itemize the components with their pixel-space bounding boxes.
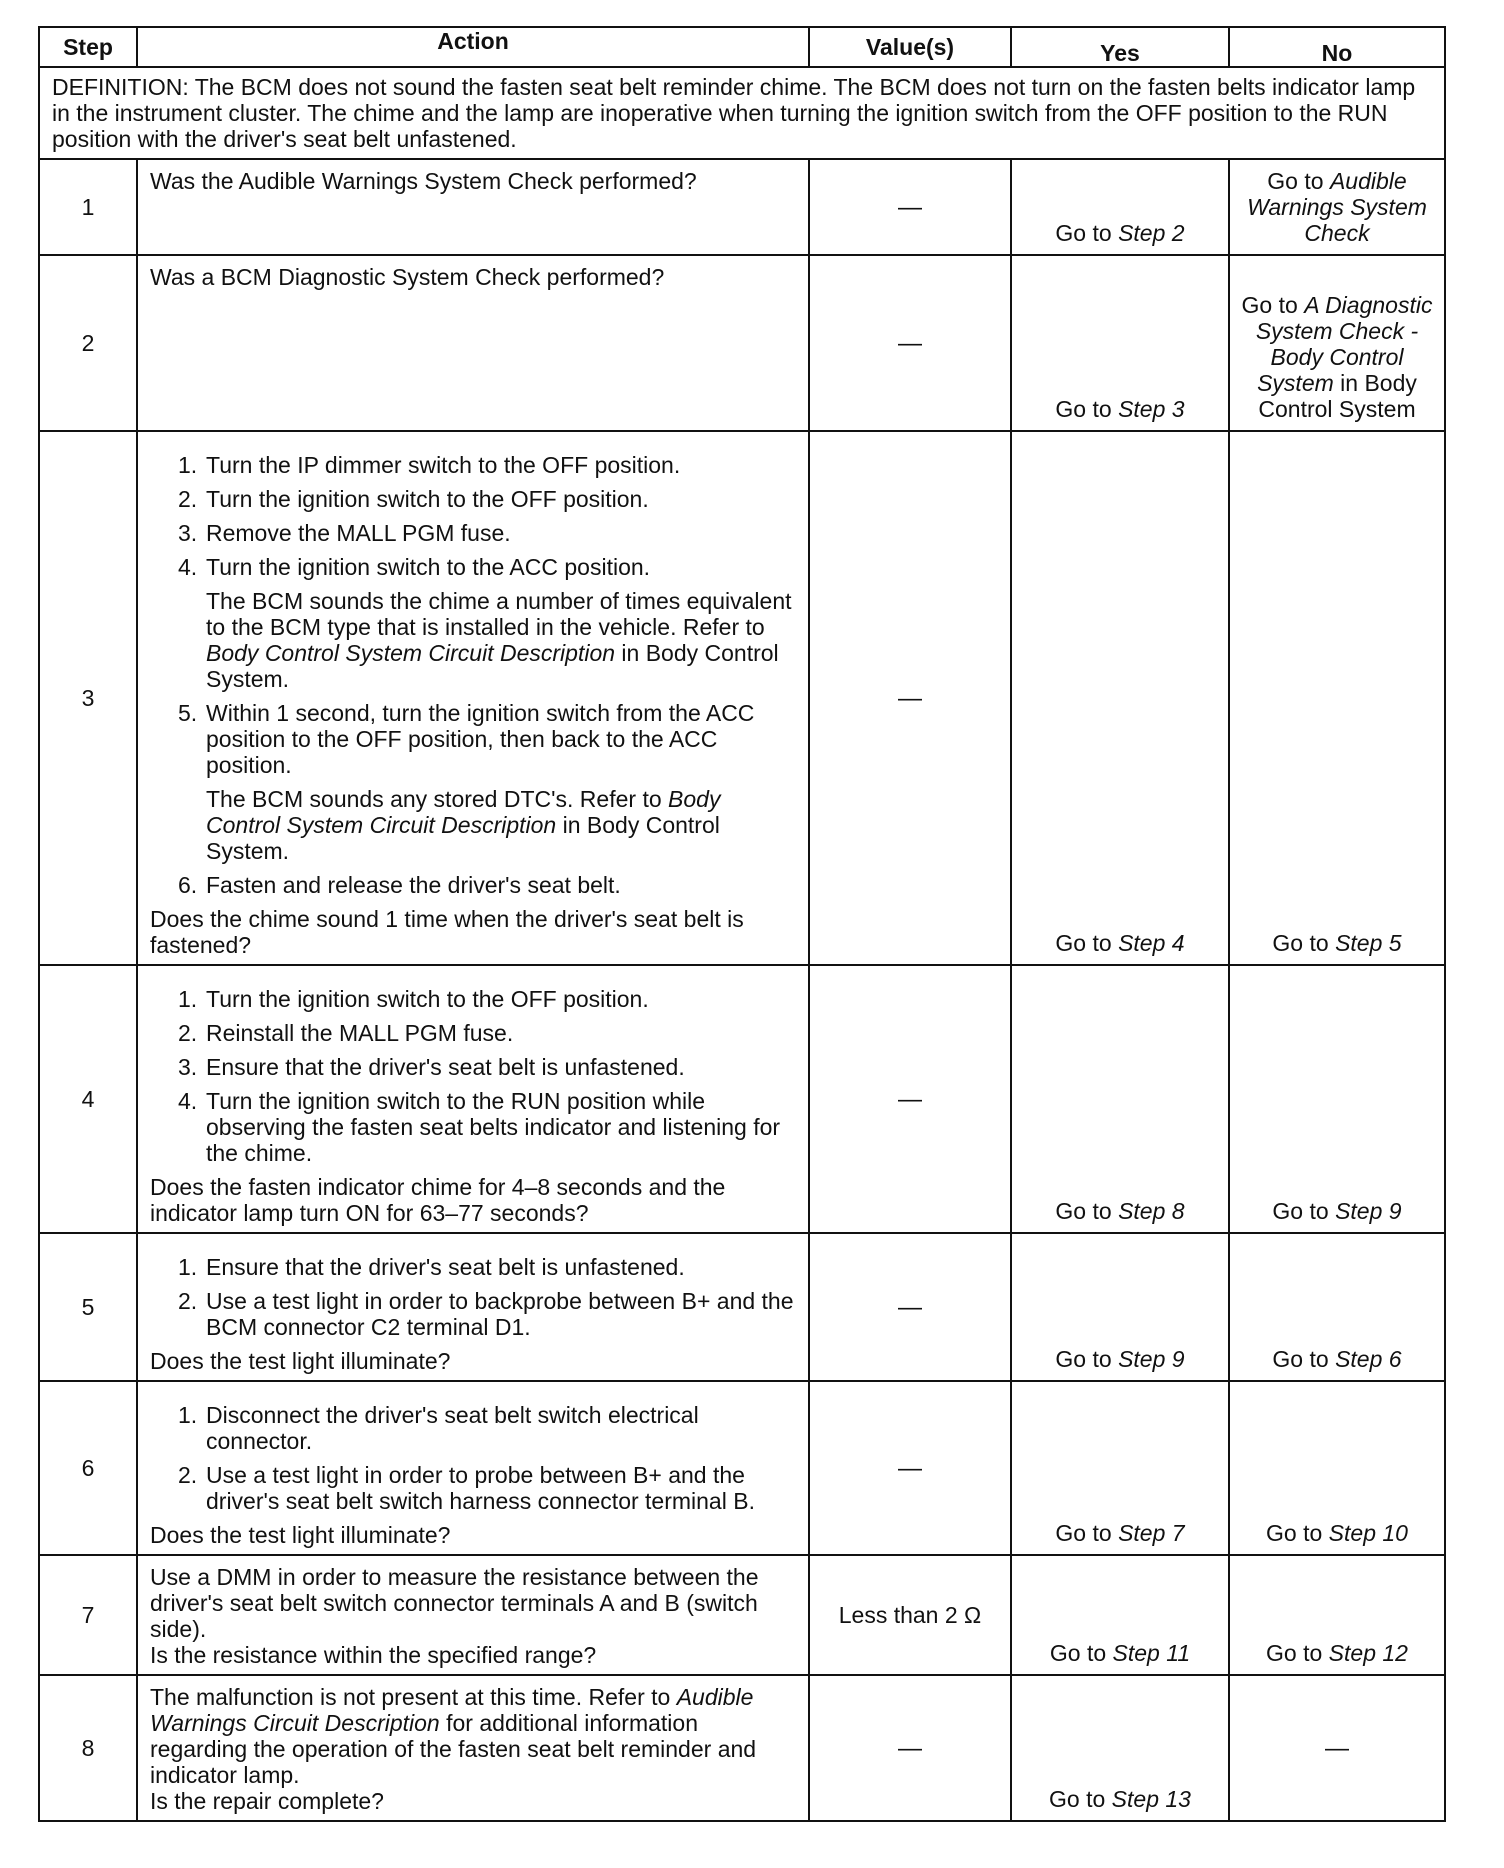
list-item: 5. Within 1 second, turn the ignition switch from the ACC position to the OFF position, then back to the ACC position. [178, 700, 755, 778]
value-dash: — [898, 193, 922, 221]
step-row-7 [39, 1555, 1445, 1675]
goto-label: Go to [1055, 1198, 1112, 1224]
goto-target: Step 3 [1118, 396, 1185, 422]
goto-target: Step 6 [1335, 1346, 1402, 1372]
step-no [1229, 965, 1445, 1233]
step-yes [1011, 1233, 1229, 1381]
goto-target: Step 9 [1118, 1346, 1185, 1372]
header-action: Action [137, 27, 809, 67]
header-values: Value(s) [809, 27, 1011, 67]
step-row-4 [39, 965, 1445, 1233]
goto-label: Go to [1055, 1520, 1112, 1546]
list-item: 2. Use a test light in order to probe between B+ and the driver's seat belt switch harness connector terminal B. [178, 1462, 755, 1514]
header-step: Step [39, 27, 137, 67]
step-yes [1011, 1381, 1229, 1555]
goto-target: Step 13 [1111, 1786, 1191, 1812]
step-row-2 [39, 255, 1445, 431]
goto-label: Go to [1055, 1346, 1112, 1372]
step-value [809, 431, 1011, 965]
step-value [809, 159, 1011, 255]
step-yes [1011, 1555, 1229, 1675]
step-action [137, 159, 809, 255]
step-row-8 [39, 1675, 1445, 1821]
goto-label: Go to [1267, 168, 1324, 194]
step-action [137, 1381, 809, 1555]
list-item: 3. Ensure that the driver's seat belt is unfastened. [178, 1054, 685, 1080]
step-question: Was the Audible Warnings System Check performed? [150, 168, 697, 194]
step-value [809, 255, 1011, 431]
step-number: 4 [39, 965, 137, 1233]
step-question: Was a BCM Diagnostic System Check performed? [150, 264, 665, 290]
value-dash: — [898, 684, 922, 712]
step-action [137, 1675, 809, 1821]
list-item: 2. Turn the ignition switch to the OFF position. [178, 486, 649, 512]
goto-label: Go to [1055, 930, 1112, 956]
header-row [39, 27, 1445, 67]
no-dash: — [1325, 1734, 1349, 1762]
list-item: 2. Use a test light in order to backprobe between B+ and the BCM connector C2 terminal D1. [178, 1288, 794, 1340]
step-no [1229, 1381, 1445, 1555]
step-no [1229, 255, 1445, 431]
step-action [137, 965, 809, 1233]
step-no [1229, 1233, 1445, 1381]
definition-text: DEFINITION: The BCM does not sound the fasten seat belt reminder chime. The BCM does not turn on the fasten belts indicator lamp in the instrument cluster. The chime and the lamp are inoperative when turning the ignition switch from the OFF position to the RUN position with the driver's seat belt unfastened. [39, 67, 1445, 159]
procedure-list [150, 1254, 798, 1340]
step-number: 3 [39, 431, 137, 965]
value-dash: — [898, 329, 922, 357]
list-item: 1. Turn the IP dimmer switch to the OFF position. [178, 452, 681, 478]
step-question: Is the repair complete? [150, 1788, 384, 1814]
step-number: 7 [39, 1555, 137, 1675]
step-action [137, 1555, 809, 1675]
step-action [137, 431, 809, 965]
step-no [1229, 1555, 1445, 1675]
goto-target: Step 4 [1118, 930, 1185, 956]
diagnostic-table [38, 26, 1446, 1822]
goto-label: Go to [1055, 220, 1112, 246]
goto-label: Go to [1266, 1640, 1323, 1666]
goto-target: Step 5 [1335, 930, 1402, 956]
step-question: Does the test light illuminate? [150, 1522, 451, 1548]
step-question: Does the fasten indicator chime for 4–8 seconds and the indicator lamp turn ON for 63–77 seconds? [150, 1174, 726, 1226]
step-question: Does the test light illuminate? [150, 1348, 451, 1374]
step-question: Does the chime sound 1 time when the driver's seat belt is fastened? [150, 906, 744, 958]
list-item: 6. Fasten and release the driver's seat belt. [178, 872, 621, 898]
procedure-list [150, 452, 798, 898]
value-dash: — [898, 1293, 922, 1321]
goto-label: Go to [1049, 1786, 1106, 1812]
step-number: 2 [39, 255, 137, 431]
step-number: 5 [39, 1233, 137, 1381]
step-yes [1011, 965, 1229, 1233]
list-note: The BCM sounds the chime a number of times equivalent to the BCM type that is installed in the vehicle. Refer to Body Control System Circuit Description in Body Control System. [206, 588, 792, 692]
step-action [137, 255, 809, 431]
step-question: Is the resistance within the specified range? [150, 1642, 597, 1668]
value-dash: — [898, 1734, 922, 1762]
goto-label: Go to [1272, 930, 1329, 956]
list-item: 2. Reinstall the MALL PGM fuse. [178, 1020, 514, 1046]
goto-label: Go to [1241, 292, 1298, 318]
step-number: 1 [39, 159, 137, 255]
procedure-list [150, 986, 798, 1166]
list-item: 3. Remove the MALL PGM fuse. [178, 520, 511, 546]
list-item: 4. Turn the ignition switch to the ACC position. [178, 554, 651, 580]
step-number: 8 [39, 1675, 137, 1821]
goto-target: Step 8 [1118, 1198, 1185, 1224]
step-paragraph: Use a DMM in order to measure the resistance between the driver's seat belt switch connector terminals A and B (switch side). [150, 1564, 759, 1642]
list-item: 1. Turn the ignition switch to the OFF position. [178, 986, 649, 1012]
goto-target: Step 2 [1118, 220, 1185, 246]
goto-label: Go to [1266, 1520, 1323, 1546]
list-item: 1. Disconnect the driver's seat belt switch electrical connector. [178, 1402, 699, 1454]
step-yes [1011, 159, 1229, 255]
step-row-1 [39, 159, 1445, 255]
goto-target: Step 7 [1118, 1520, 1185, 1546]
goto-target: Step 9 [1335, 1198, 1402, 1224]
goto-label: Go to [1272, 1346, 1329, 1372]
list-item: 4. Turn the ignition switch to the RUN position while observing the fasten seat belts indicator and listening for the chime. [178, 1088, 781, 1166]
goto-target: Audible Warnings System Check [1247, 168, 1427, 246]
step-paragraph: The malfunction is not present at this time. Refer to Audible Warnings Circuit Description for additional information regarding the operation of the fasten seat belt reminder and indicator lamp. [150, 1684, 757, 1788]
step-value [809, 1381, 1011, 1555]
step-value [809, 1233, 1011, 1381]
step-action [137, 1233, 809, 1381]
goto-target: Step 12 [1328, 1640, 1408, 1666]
step-value [809, 965, 1011, 1233]
step-value [809, 1675, 1011, 1821]
step-number: 6 [39, 1381, 137, 1555]
step-no [1229, 159, 1445, 255]
goto-target: Step 10 [1328, 1520, 1408, 1546]
step-no [1229, 1675, 1445, 1821]
list-item: 1. Ensure that the driver's seat belt is unfastened. [178, 1254, 685, 1280]
list-note: The BCM sounds any stored DTC's. Refer to Body Control System Circuit Description in Body Control System. [206, 786, 721, 864]
step-no [1229, 431, 1445, 965]
header-yes: Yes [1011, 27, 1229, 67]
value-dash: — [898, 1085, 922, 1113]
header-no: No [1229, 27, 1445, 67]
value-dash: — [898, 1454, 922, 1482]
step-yes [1011, 1675, 1229, 1821]
step-yes [1011, 431, 1229, 965]
definition-row [39, 67, 1445, 159]
step-row-5 [39, 1233, 1445, 1381]
goto-suffix: in Body Control System [1258, 370, 1417, 422]
step-row-6 [39, 1381, 1445, 1555]
procedure-list [150, 1402, 798, 1514]
goto-label: Go to [1272, 1198, 1329, 1224]
step-yes [1011, 255, 1229, 431]
goto-target: A Diagnostic System Check - Body Control System [1255, 292, 1433, 396]
step-row-3 [39, 431, 1445, 965]
goto-label: Go to [1055, 396, 1112, 422]
goto-label: Go to [1049, 1640, 1107, 1666]
step-value: Less than 2 Ω [809, 1555, 1011, 1675]
goto-target: Step 11 [1112, 1640, 1191, 1666]
